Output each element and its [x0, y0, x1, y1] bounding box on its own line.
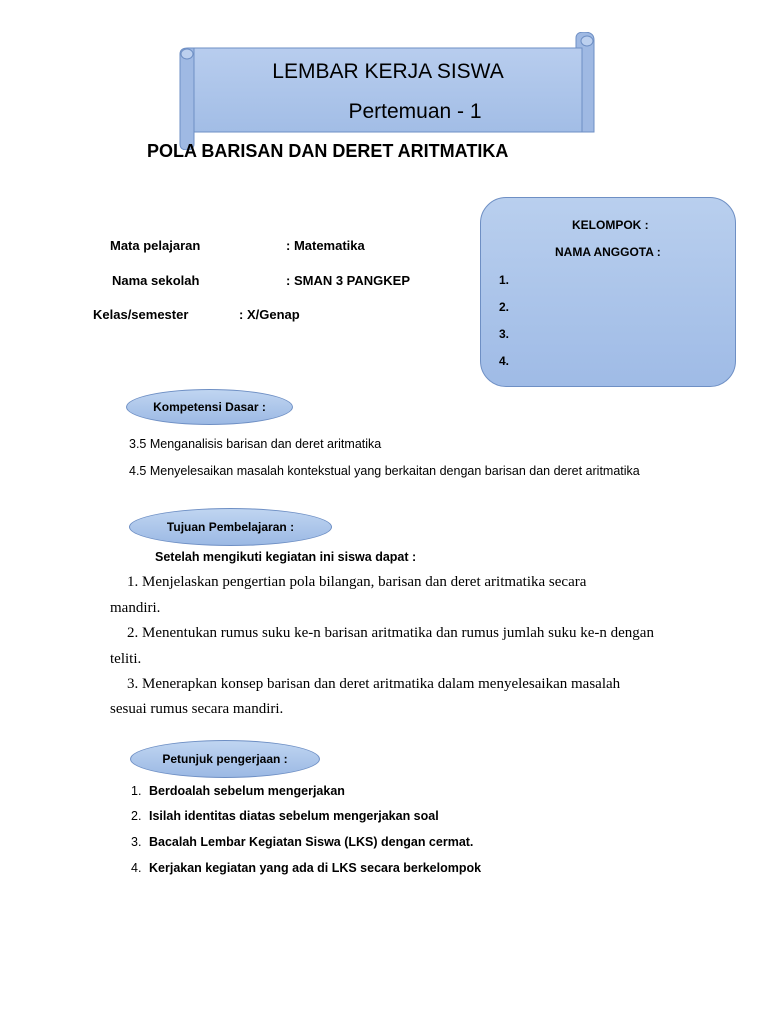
objectives-lead: Setelah mengikuti kegiatan ini siswa dapat : — [155, 550, 417, 564]
instruction-item — [131, 809, 439, 823]
objective-item-1-cont: mandiri. — [110, 600, 161, 616]
objectives-label: Tujuan Pembelajaran : — [166, 520, 295, 534]
instruction-text: Bacalah Lembar Kegiatan Siswa (LKS) dengan cermat. — [149, 835, 474, 849]
instructions-label: Petunjuk pengerjaan : — [162, 752, 288, 766]
school-label: Nama sekolah — [112, 273, 200, 288]
scroll-shape — [176, 32, 600, 150]
member-slot-3: 3. — [499, 327, 510, 341]
page-heading: POLA BARISAN DAN DERET ARITMATIKA — [147, 141, 509, 161]
document-title: LEMBAR KERJA SISWA — [272, 60, 504, 83]
objective-item-2-cont: teliti. — [110, 651, 142, 667]
members-label: NAMA ANGGOTA : — [555, 245, 661, 259]
instruction-number: 4. — [131, 861, 142, 875]
school-value: : SMAN 3 PANGKEP — [286, 273, 410, 288]
member-slot-1: 1. — [499, 273, 510, 287]
competency-item-1: 3.5 Menganalisis barisan dan deret aritmatika — [129, 437, 382, 451]
title-banner — [176, 32, 600, 150]
subject-label: Mata pelajaran — [110, 238, 201, 253]
subject-value: : Matematika — [286, 238, 365, 253]
instruction-number: 1. — [131, 784, 142, 798]
instruction-number: 3. — [131, 835, 142, 849]
instruction-item — [131, 835, 473, 849]
instructions-pill — [130, 740, 320, 778]
objective-item-2: 2. Menentukan rumus suku ke-n barisan aritmatika dan rumus jumlah suku ke-n dengan — [127, 625, 654, 641]
competency-label: Kompetensi Dasar : — [153, 400, 266, 414]
class-value: : X/Genap — [239, 307, 300, 322]
instruction-number: 2. — [131, 809, 142, 823]
competency-item-2: 4.5 Menyelesaikan masalah kontekstual yang berkaitan dengan barisan dan deret aritmatika — [129, 464, 640, 478]
objective-item-3: 3. Menerapkan konsep barisan dan deret aritmatika dalam menyelesaikan masalah — [127, 676, 621, 692]
member-slot-2: 2. — [499, 300, 510, 314]
group-label: KELOMPOK : — [572, 218, 649, 232]
competency-pill — [126, 389, 293, 425]
class-label: Kelas/semester — [93, 307, 189, 322]
meeting-label: Pertemuan - 1 — [348, 100, 482, 123]
group-box — [480, 197, 736, 387]
instruction-text: Kerjakan kegiatan yang ada di LKS secara berkelompok — [149, 861, 482, 875]
objective-item-3-cont: sesuai rumus secara mandiri. — [110, 701, 284, 717]
objectives-pill — [129, 508, 332, 546]
instruction-item — [131, 861, 481, 875]
instruction-text: Isilah identitas diatas sebelum mengerjakan soal — [149, 809, 439, 823]
member-slot-4: 4. — [499, 354, 510, 368]
instruction-text: Berdoalah sebelum mengerjakan — [149, 784, 345, 798]
objective-item-1: 1. Menjelaskan pengertian pola bilangan, barisan dan deret aritmatika secara — [127, 574, 587, 590]
instruction-item — [131, 784, 345, 798]
